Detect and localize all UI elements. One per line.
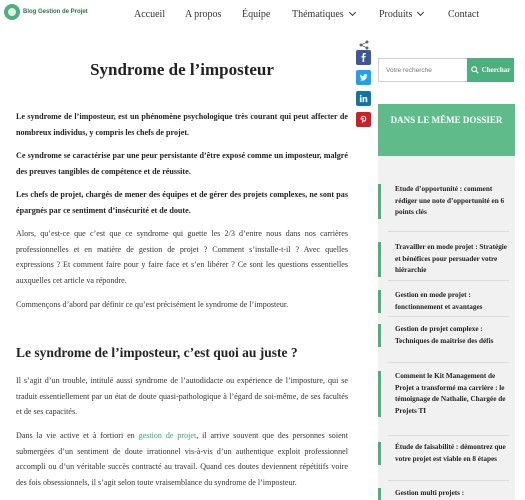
search-button[interactable] xyxy=(467,58,514,82)
article-paragraph-trouble: Il s’agit d’un trouble, intitulé aussi syndrome de l’autodidacte ou expérience de l’imposture, qui se traduit essentiellement par un état de doute quasi-pathologique à l’égard de soi-même, de ses facultés et de ses capacités. xyxy=(16,376,348,416)
article-paragraph-vie-active xyxy=(16,428,348,490)
nav-item-contact[interactable]: Contact xyxy=(448,9,480,20)
twitter-share-button[interactable] xyxy=(356,70,371,85)
gestion-de-projet-link[interactable]: gestion de projet xyxy=(138,431,197,440)
article-title: Syndrome de l’imposteur xyxy=(90,60,274,79)
related-article-link[interactable]: Etude d’opportunité : comment rédiger une note d’opportunité en 6 points clés xyxy=(378,184,515,219)
article-intro-2: Ce syndrome se caractérise par une peur persistante d’être exposé comme un imposteur, malgré des preuves tangibles de compétence et de réussite. xyxy=(16,151,348,176)
facebook-icon xyxy=(359,53,368,62)
divider xyxy=(388,480,509,481)
search-button-label: Cherchar xyxy=(481,66,511,74)
related-article-link[interactable]: Gestion en mode projet : fonctionnement et avantages xyxy=(378,290,515,313)
search-icon xyxy=(471,66,479,74)
article-intro-3: Les chefs de projet, chargés de mener des équipes et de gérer des projets complexes, ne sont pas épargnés par ce sentiment d’insécurité et de doute. xyxy=(16,190,348,215)
related-articles-panel xyxy=(378,104,515,500)
related-article-link[interactable]: Travailler en mode projet : Stratégie et bénéfices pour persuader votre hiérarchie xyxy=(378,242,515,277)
logo-text: Blog Gestion de Projet xyxy=(23,9,88,15)
paragraph-text-end: , il arrive souvent que des personnes soient submergées d’un sentiment de doute irrationnel vis-à-vis d’un authentique exploit professionnel accompli ou d’un véritable succès contracté au travail. Quand ces doutes deviennent répétitifs voire des fois obsessionnels, il s’agit selon toute vraisemblance du syndrome de l’imposteur. xyxy=(16,431,348,487)
paragraph-text-start: Dans la vie active et à fortiori en xyxy=(16,431,139,440)
nav-item-accueil[interactable]: Accueil xyxy=(134,9,166,20)
nav-item-thematiques[interactable] xyxy=(292,9,355,20)
chevron-down-icon xyxy=(349,9,356,16)
nav-item-thematiques-label: Thématiques xyxy=(292,9,344,20)
related-article-link[interactable]: Comment le Kit Management de Projet a transformé ma carrière : le témoignage de Nathalie, Chargée de Projets TI xyxy=(378,371,515,417)
related-articles-title: DANS LE MÊME DOSSIER xyxy=(378,104,515,156)
pinterest-share-button[interactable] xyxy=(356,112,371,127)
article-intro-1: Le syndrome de l’imposteur, est un phénomène psychologique très courant qui peut affecter de nombreux individus, y compris les chefs de projet. xyxy=(16,112,348,137)
article-paragraph-definition: Commençons d’abord par définir ce qu’est précisément le syndrome de l’imposteur. xyxy=(16,300,289,309)
article-paragraph-questions: Alors, qu’est-ce que c’est que ce syndrome qui guette les 2/3 d’entre nous dans nos carrières professionnelles et en matière de gestion de projet ? Comment s’installe-t-il ? Avec quelles expressions ? Et comment faire pour y faire face et s’en libérer ? Ce sont les questions essentielles auxquelles cet article va répondre. xyxy=(16,229,348,285)
divider xyxy=(388,435,509,436)
related-article-link[interactable]: Gestion multi projets : xyxy=(378,488,515,500)
section-heading: Le syndrome de l’imposteur, c’est quoi au juste ? xyxy=(16,345,298,360)
linkedin-share-button[interactable] xyxy=(356,91,371,106)
divider xyxy=(388,280,509,281)
related-article-link[interactable]: Gestion de projet complexe : Techniques de maitrise des défis xyxy=(378,324,515,347)
twitter-icon xyxy=(359,73,368,82)
related-article-link[interactable]: Étude de faisabilité : démontrez que votre projet est viable en 8 étapes xyxy=(378,442,515,465)
divider xyxy=(388,362,509,363)
nav-item-equipe[interactable]: Équipe xyxy=(242,9,271,20)
logo-icon xyxy=(4,4,20,20)
nav-item-produits-label: Produits xyxy=(379,9,413,20)
facebook-share-button[interactable] xyxy=(356,50,371,65)
search-input[interactable] xyxy=(378,58,468,82)
divider xyxy=(388,316,509,317)
linkedin-icon xyxy=(359,94,368,103)
nav-item-a-propos[interactable]: A propos xyxy=(185,9,222,20)
site-logo[interactable] xyxy=(4,4,88,20)
nav-item-produits[interactable] xyxy=(379,9,423,20)
site-header xyxy=(0,0,525,28)
pinterest-icon xyxy=(359,115,368,124)
chevron-down-icon xyxy=(417,9,424,16)
divider xyxy=(388,231,509,232)
